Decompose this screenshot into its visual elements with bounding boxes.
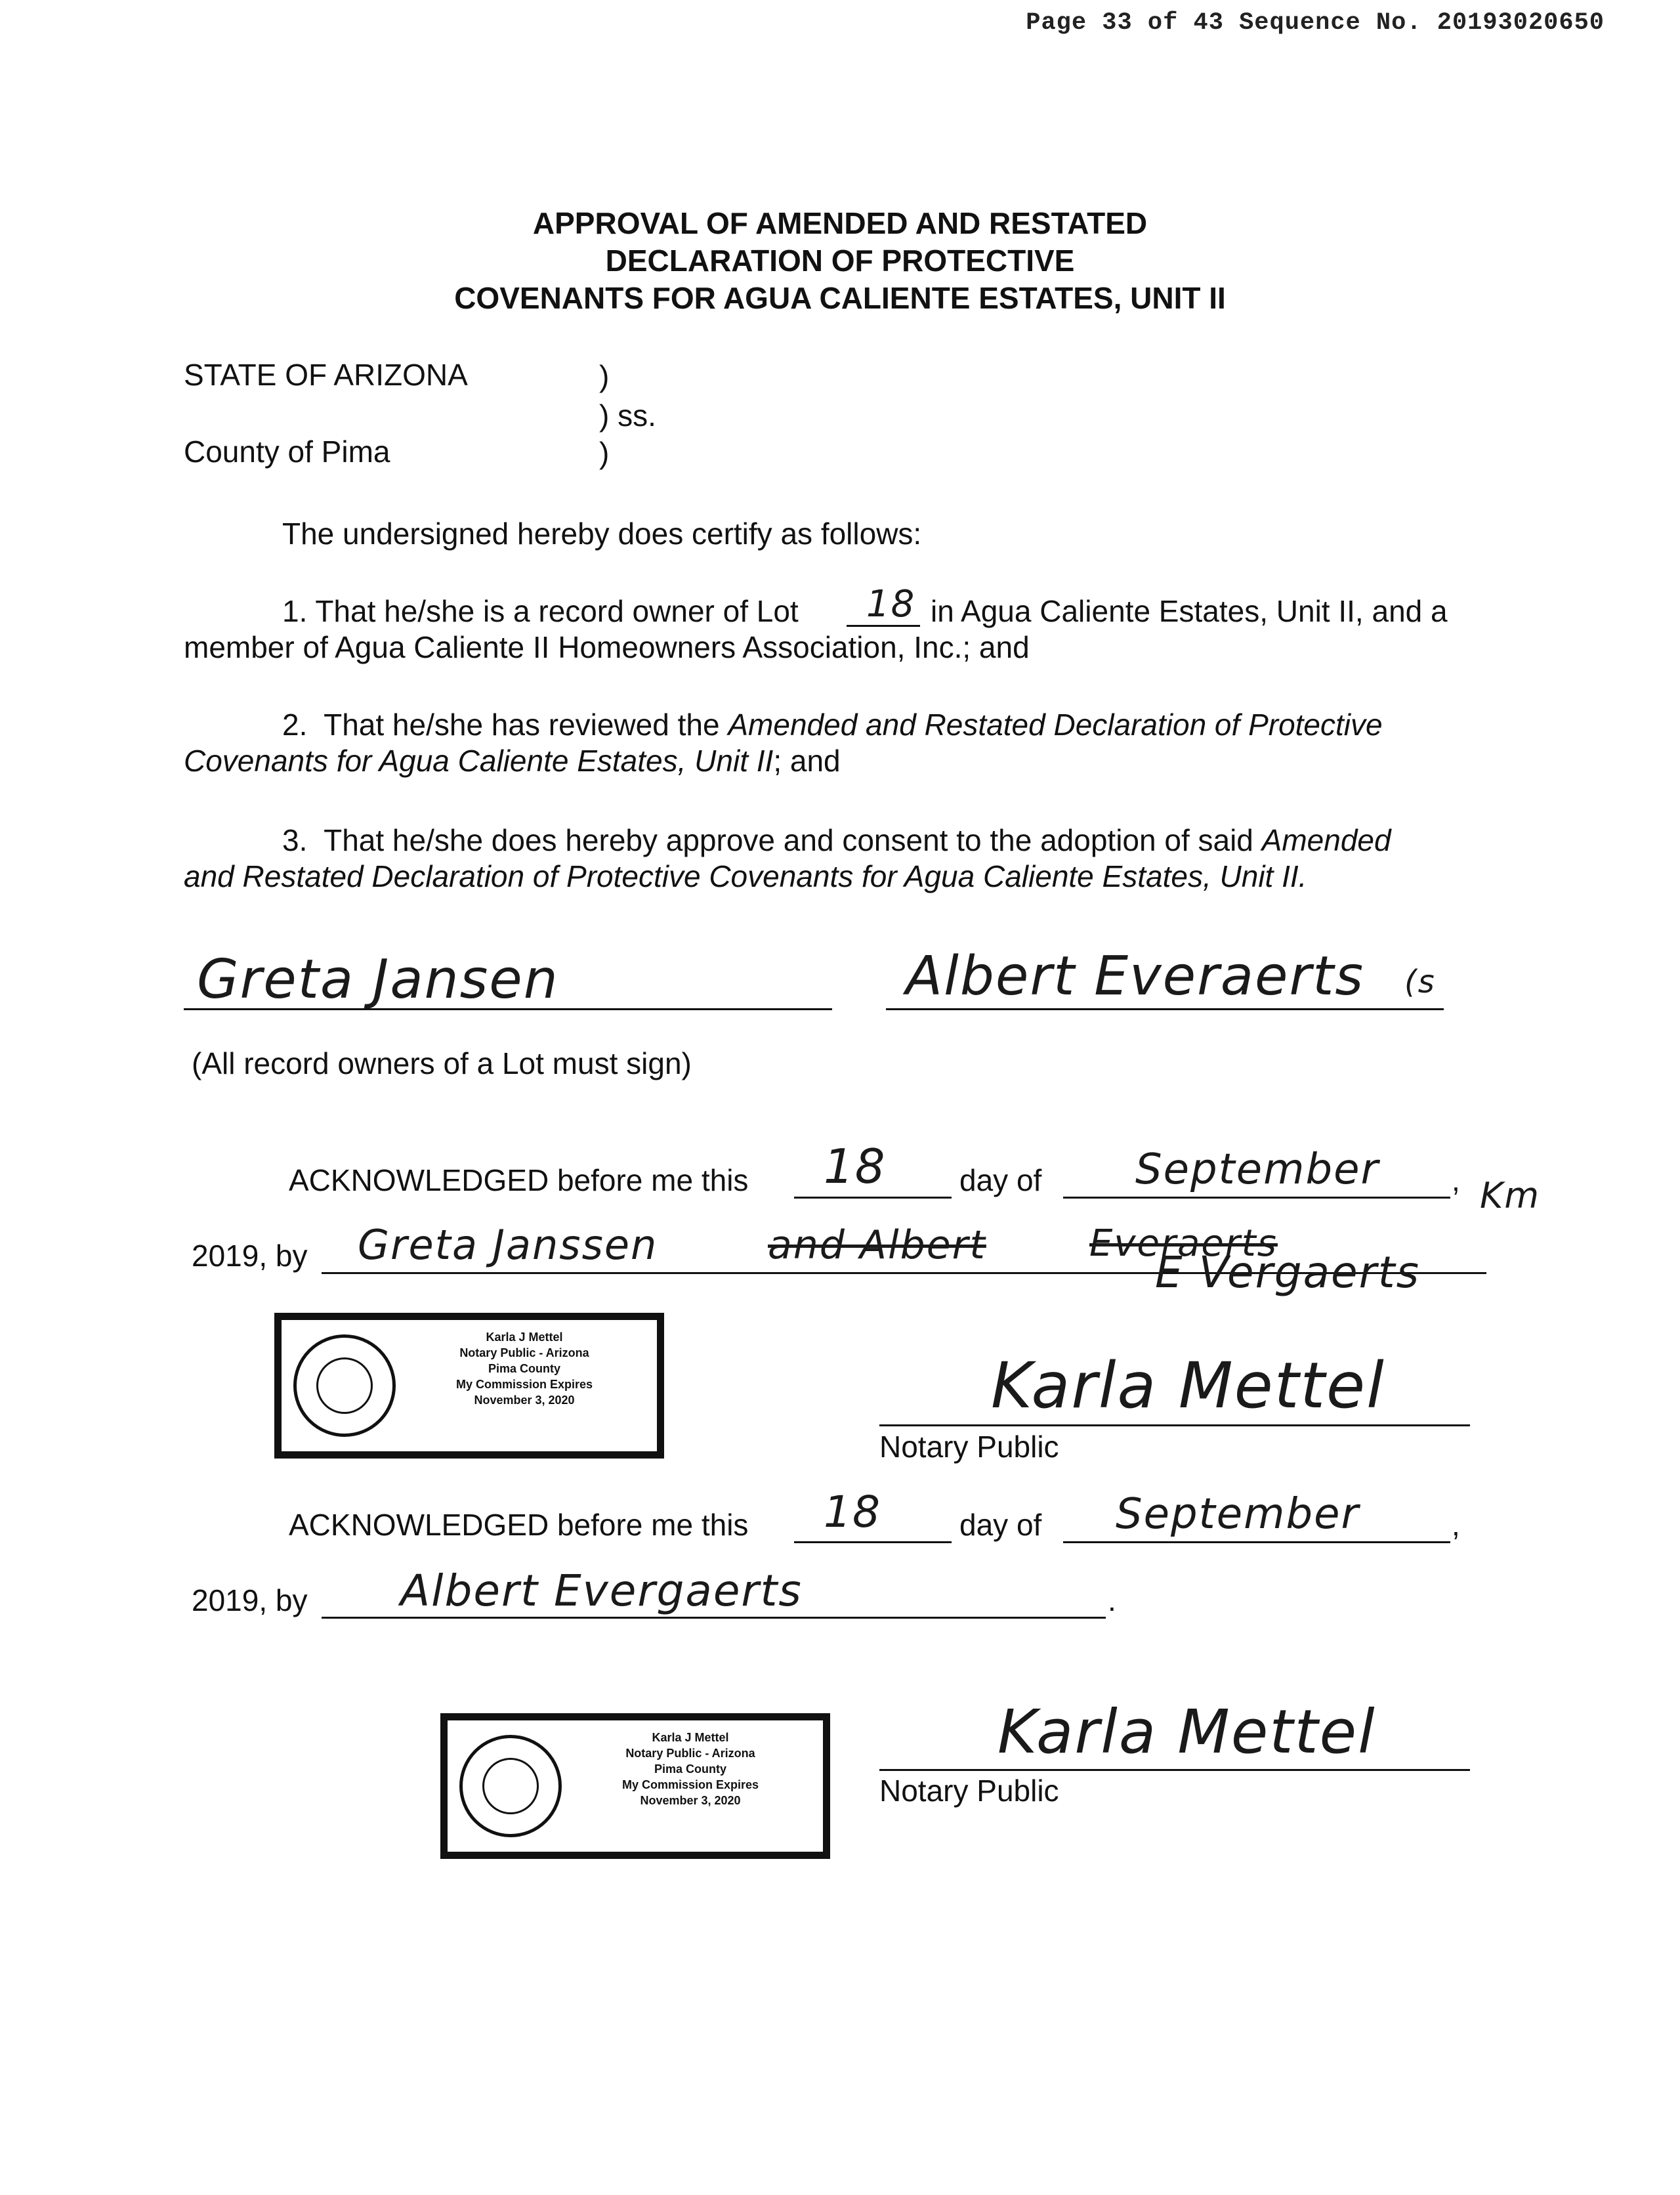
notary-stamp-2	[442, 1715, 829, 1858]
ack1-month-handwritten: September	[1135, 1145, 1379, 1194]
title-line-1: APPROVAL OF AMENDED AND RESTATED	[532, 206, 1148, 240]
item-1-part-a: 1. That he/she is a record owner of Lot	[282, 594, 799, 628]
item-2-italic-2: Covenants for Agua Caliente Estates, Unit II	[184, 744, 774, 778]
ack1-initials: Km	[1480, 1175, 1541, 1216]
notary2-signature: Karla Mettel	[998, 1697, 1376, 1767]
stamp1-commission: My Commission Expires	[455, 1378, 593, 1391]
arizona-seal-icon	[459, 1735, 562, 1837]
venue-paren-1: )	[599, 359, 610, 393]
ack1-day-line	[794, 1197, 952, 1199]
ack2-name-line	[322, 1617, 1106, 1619]
arizona-seal-icon	[293, 1334, 396, 1437]
notary-stamp-1	[276, 1314, 663, 1457]
ack1-year-by: 2019, by	[192, 1239, 308, 1273]
venue-state: STATE OF ARIZONA	[184, 358, 468, 392]
item-3-italic-2: and Restated Declaration of Protective Covenants for Agua Caliente Estates, Unit II.	[184, 859, 1307, 893]
ack2-name-handwritten: Albert Evergaerts	[400, 1566, 803, 1616]
ack1-name-added-2: E Vergaerts	[1155, 1247, 1421, 1298]
stamp1-text-block	[400, 1329, 649, 1408]
seal-center-icon	[316, 1357, 373, 1414]
ack1-name-kept: Greta Janssen	[358, 1221, 658, 1269]
notary1-signature-line	[879, 1424, 1470, 1426]
owners-must-sign-note: (All record owners of a Lot must sign)	[192, 1046, 692, 1080]
notary2-label: Notary Public	[879, 1774, 1059, 1808]
item-2-line-2	[184, 742, 841, 779]
title-line-2: DECLARATION OF PROTECTIVE	[605, 244, 1075, 278]
notary1-signature: Karla Mettel	[991, 1349, 1385, 1422]
ack2-period: .	[1108, 1583, 1116, 1617]
notary2-signature-line	[879, 1769, 1470, 1771]
ack2-day-line	[794, 1541, 952, 1543]
stamp1-date: November 3, 2020	[474, 1394, 575, 1407]
owner-signature-1: Greta Jansen	[197, 948, 559, 1011]
item-3-italic-1: Amended	[1261, 823, 1391, 857]
ack2-month-handwritten: September	[1116, 1490, 1360, 1539]
item-3-line-1	[282, 822, 1391, 859]
intro-text: The undersigned hereby does certify as follows:	[282, 517, 922, 551]
item-2-end: ; and	[773, 744, 841, 778]
item-2-line-1	[282, 706, 1383, 743]
ack1-month-line	[1063, 1197, 1450, 1199]
owner-signature-2-mark: (s	[1404, 964, 1436, 1000]
item-1-part-c: member of Agua Caliente II Homeowners Association, Inc.; and	[184, 630, 1030, 664]
title-line-3: COVENANTS FOR AGUA CALIENTE ESTATES, UNIT II	[454, 281, 1226, 315]
venue-paren-3: )	[599, 436, 610, 470]
stamp2-title: Notary Public - Arizona	[625, 1747, 755, 1760]
ack1-name-added: Everaerts	[1089, 1222, 1278, 1265]
lot-number-handwritten: 18	[866, 583, 916, 626]
seal-center-icon	[482, 1758, 539, 1814]
venue-county: County of Pima	[184, 435, 390, 469]
stamp2-commission: My Commission Expires	[621, 1778, 759, 1791]
item-3-text: 3. That he/she does hereby approve and consent to the adoption of said	[282, 823, 1262, 857]
stamp1-county: Pima County	[488, 1362, 560, 1375]
ack1-prefix: ACKNOWLEDGED before me this	[289, 1163, 749, 1197]
document-title	[0, 205, 1680, 317]
owner-signature-line-2	[886, 1008, 1444, 1010]
ack2-day-of: day of	[959, 1508, 1042, 1542]
ack1-comma: ,	[1452, 1163, 1460, 1197]
page-sequence-header: Page 33 of 43 Sequence No. 20193020650	[1026, 9, 1605, 37]
ack1-day-handwritten: 18	[824, 1139, 887, 1194]
ack1-day-of: day of	[959, 1163, 1042, 1197]
owner-signature-2: Albert Everaerts	[906, 945, 1365, 1008]
ack2-comma: ,	[1452, 1508, 1460, 1542]
stamp2-county: Pima County	[654, 1762, 726, 1776]
item-1-part-b: in Agua Caliente Estates, Unit II, and a	[931, 594, 1448, 628]
ack2-month-line	[1063, 1541, 1450, 1543]
stamp1-title: Notary Public - Arizona	[459, 1346, 589, 1359]
item-2-italic-1: Amended and Restated Declaration of Protective	[728, 708, 1383, 742]
stamp2-text-block	[566, 1730, 815, 1808]
ack2-year-by: 2019, by	[192, 1583, 308, 1617]
notary1-label: Notary Public	[879, 1430, 1059, 1464]
stamp1-name: Karla J Mettel	[486, 1331, 563, 1344]
venue-ss: ) ss.	[599, 398, 656, 433]
stamp2-name: Karla J Mettel	[652, 1731, 729, 1744]
ack2-day-handwritten: 18	[824, 1487, 881, 1537]
ack1-name-struck: and Albert	[768, 1222, 986, 1268]
stamp2-date: November 3, 2020	[640, 1794, 741, 1807]
item-2-text: 2. That he/she has reviewed the	[282, 708, 728, 742]
ack2-prefix: ACKNOWLEDGED before me this	[289, 1508, 749, 1542]
